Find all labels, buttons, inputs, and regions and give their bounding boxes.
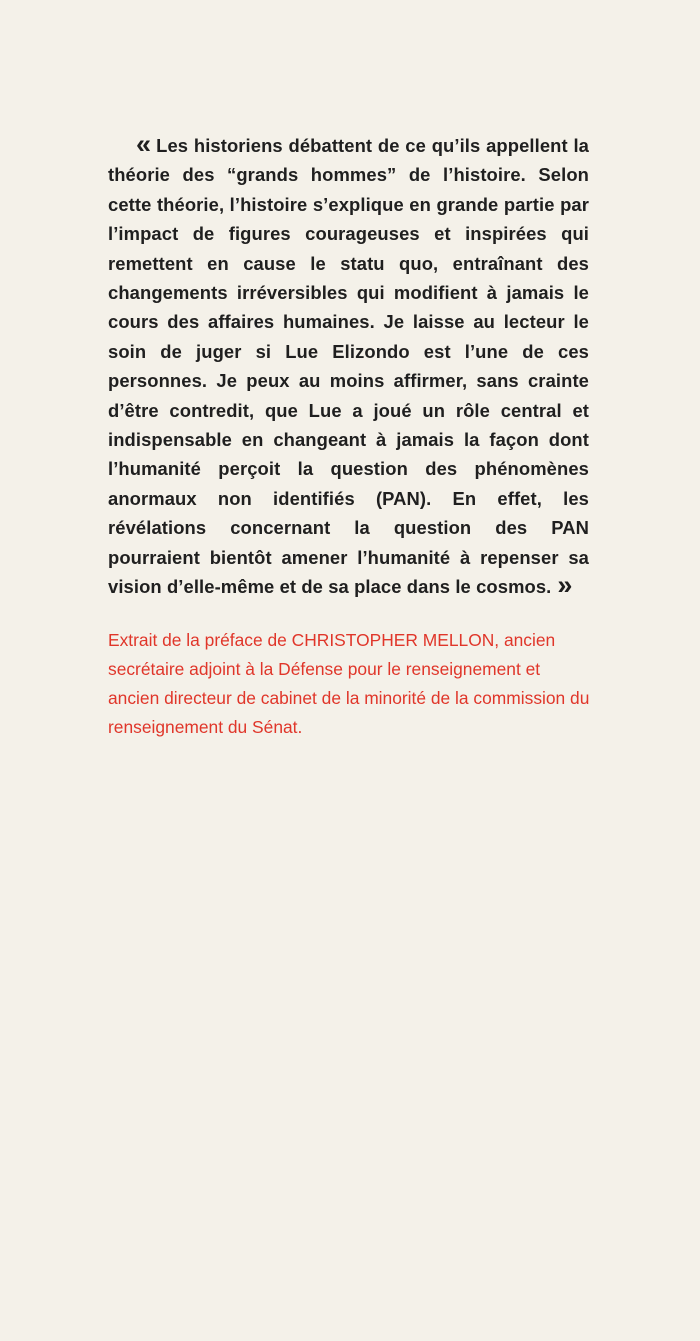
preface-source-attribution: Extrait de la préface de CHRISTOPHER MELLON, ancien secrétaire adjoint à la Défense pour le renseignement et ancien directeur de cabinet de la minorité de la commission du renseignement du Sénat.: [108, 630, 590, 737]
opening-quote-mark: «: [136, 129, 152, 159]
closing-quote-mark: »: [557, 570, 573, 601]
quote-paragraph: [108, 131, 589, 602]
quote-text: Les historiens débattent de ce qu’ils appellent la théorie des “grands hommes” de l’histoire. Selon cette théorie, l’histoire s’explique en grande partie par l’impact de figures courageuses et inspirées qui remettent en cause le statu quo, entraînant des changements irréversibles qui modifient à jamais le cours des affaires humaines. Je laisse au lecteur le soin de juger si Lue Elizondo est l’une de ces personnes. Je peux au moins affirmer, sans crainte d’être contredit, que Lue a joué un rôle central et indispensable en changeant à jamais la façon dont l’humanité perçoit la question des phénomènes anormaux non identifiés (PAN). En effet, les révélations concernant la question des PAN pourraient bientôt amener l’humanité à repenser sa vision d’elle-même et de sa place dans le cosmos.: [108, 135, 589, 598]
